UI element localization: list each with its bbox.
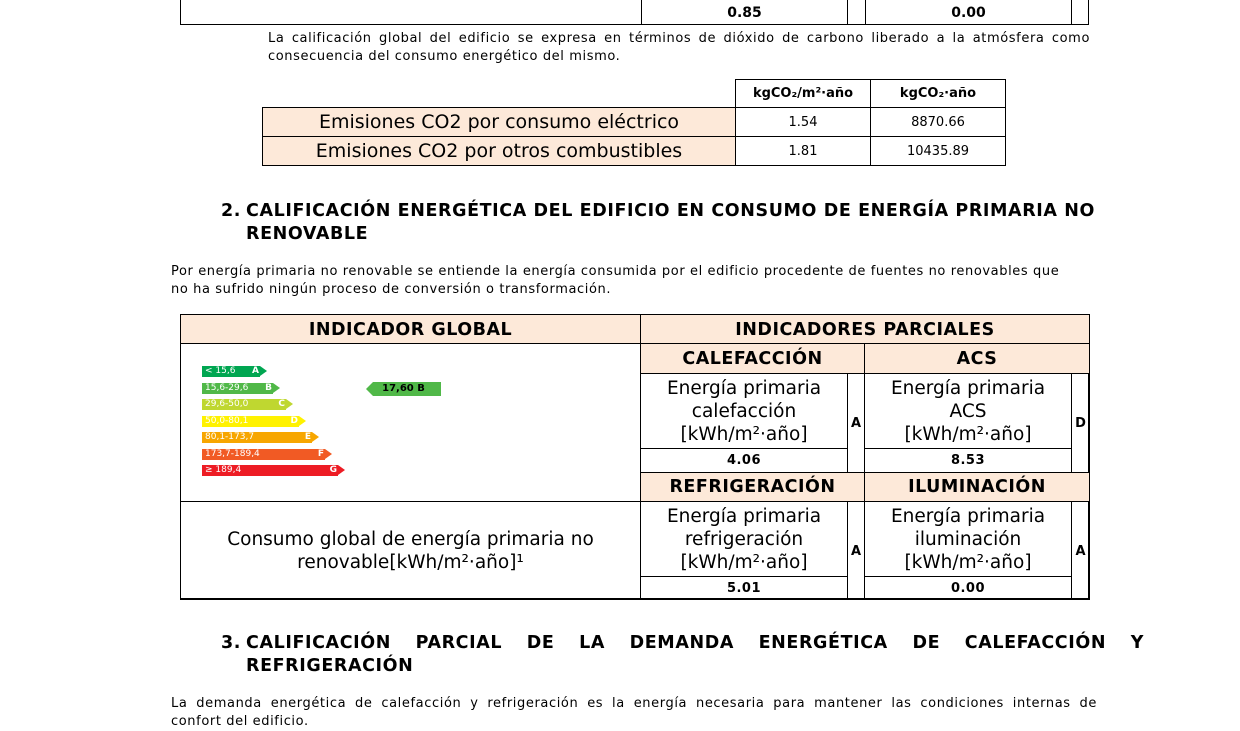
- energy-scale-bar-f: [202, 449, 325, 460]
- intro-paragraph: La calificación global del edificio se expresa en términos de dióxido de carbono liberado a la atmósfera como consecuencia del consumo energético del mismo.: [268, 31, 1090, 64]
- partial-description-line: iluminación: [914, 529, 1022, 550]
- emissions-row-total: 8870.66: [871, 108, 1006, 137]
- paragraph-line: confort del edificio.: [171, 714, 309, 729]
- energy-scale-bar-d: [202, 416, 299, 427]
- emissions-table: [262, 79, 1006, 166]
- emissions-row-label: Emisiones CO2 por otros combustibles: [263, 137, 736, 166]
- section-paragraph: [171, 263, 1111, 299]
- energy-scale-range: ≥ 189,4: [205, 465, 242, 475]
- energy-scale-letter: G: [329, 465, 337, 475]
- section-heading-line: REFRIGERACIÓN: [246, 656, 414, 676]
- energy-scale-letter: A: [252, 366, 259, 376]
- energy-scale-range: 15,6-29,6: [205, 382, 249, 393]
- partial-description-line: calefacción: [691, 401, 797, 422]
- energy-scale-range: 29,6-50,0: [205, 399, 249, 409]
- energy-scale-letter: B: [265, 382, 272, 393]
- previous-table-value: 0.00: [865, 0, 1072, 24]
- energy-scale-letter: D: [290, 415, 298, 426]
- partial-value: 0.00: [864, 576, 1072, 600]
- partial-rating-letter: A: [1071, 501, 1090, 600]
- partial-description-line: ACS: [949, 401, 987, 422]
- previous-table: [180, 0, 1089, 25]
- table-row: [263, 108, 1006, 137]
- global-caption-line: renovable[kWh/m²·año]¹: [297, 552, 524, 573]
- partial-rating-letter: A: [847, 501, 865, 600]
- global-caption-line: Consumo global de energía primaria no: [227, 529, 594, 550]
- energy-scale-bar-e: [202, 432, 312, 443]
- partial-header-acs: ACS: [864, 343, 1090, 374]
- energy-scale-box: [180, 343, 641, 502]
- global-rating-text: 17,60 B: [382, 383, 425, 394]
- emissions-row-label: Emisiones CO2 por consumo eléctrico: [263, 108, 736, 137]
- energy-scale-bar-g: [202, 465, 338, 476]
- partial-unit: [kWh/m²·año]: [904, 424, 1032, 445]
- global-caption: [180, 501, 641, 600]
- partial-value: 5.01: [640, 576, 848, 600]
- partial-description: [640, 501, 848, 577]
- partial-description-line: Energía primaria: [890, 506, 1046, 527]
- global-indicator-header: INDICADOR GLOBAL: [180, 314, 641, 344]
- section-heading-line: RENOVABLE: [246, 224, 369, 244]
- paragraph-line: Por energía primaria no renovable se entiende la energía consumida por el edificio procedente de fuentes no renovables que: [171, 264, 1060, 279]
- section-heading-line: CALIFICACIÓN ENERGÉTICA DEL EDIFICIO EN CONSUMO DE ENERGÍA PRIMARIA NO: [246, 201, 1095, 221]
- partial-rating-letter: D: [1071, 373, 1090, 473]
- energy-scale-range: 80,1-173,7: [205, 432, 255, 442]
- partial-unit: [kWh/m²·año]: [904, 552, 1032, 573]
- partial-description-line: Energía primaria: [666, 506, 822, 527]
- section-number: 2.: [221, 201, 242, 221]
- paragraph-line: no ha sufrido ningún proceso de conversión o transformación.: [171, 282, 612, 297]
- section-heading: [246, 632, 1144, 678]
- energy-scale-letter: C: [278, 399, 285, 409]
- partial-indicators-header: INDICADORES PARCIALES: [640, 314, 1090, 344]
- partial-description-line: refrigeración: [684, 529, 804, 550]
- section-number: 3.: [221, 633, 242, 653]
- energy-scale-range: 173,7-189,4: [205, 448, 260, 459]
- energy-scale-range: < 15,6: [205, 366, 236, 376]
- paragraph-line: La demanda energética de calefacción y refrigeración es la energía necesaria para mantener las condiciones internas de: [171, 696, 1097, 711]
- partial-description-line: Energía primaria: [666, 378, 822, 399]
- partial-header-calefaccion: CALEFACCIÓN: [640, 343, 865, 374]
- partial-description-line: Energía primaria: [890, 378, 1046, 399]
- energy-scale-bar-a: [202, 366, 260, 377]
- energy-scale-bar-b: [202, 383, 273, 394]
- energy-scale-bar-c: [202, 399, 286, 410]
- partial-value: 8.53: [864, 448, 1072, 473]
- partial-header-iluminacion: ILUMINACIÓN: [864, 472, 1090, 502]
- emissions-row-total: 10435.89: [871, 137, 1006, 166]
- partial-rating-letter: A: [847, 373, 865, 473]
- partial-unit: [kWh/m²·año]: [680, 552, 808, 573]
- emissions-header-per-m2: kgCO₂/m²·año: [736, 80, 871, 108]
- energy-scale-letter: E: [304, 432, 311, 442]
- partial-header-refrigeracion: REFRIGERACIÓN: [640, 472, 865, 502]
- partial-description: [864, 501, 1072, 577]
- section-heading-line: CALIFICACIÓN PARCIAL DE LA DEMANDA ENERGÉTICA DE CALEFACCIÓN Y: [246, 633, 1144, 653]
- energy-scale-range: 50,0-80,1: [205, 415, 249, 426]
- partial-value: 4.06: [640, 448, 848, 473]
- partial-description: [640, 373, 848, 449]
- emissions-row-per-m2: 1.54: [736, 108, 871, 137]
- emissions-header-total: kgCO₂·año: [871, 80, 1006, 108]
- energy-scale-letter: F: [317, 448, 324, 459]
- previous-table-value: 0.85: [641, 0, 848, 24]
- emissions-row-per-m2: 1.81: [736, 137, 871, 166]
- partial-unit: [kWh/m²·año]: [680, 424, 808, 445]
- partial-description: [864, 373, 1072, 449]
- table-row: [263, 137, 1006, 166]
- section-heading: [246, 200, 1166, 246]
- global-rating-marker: [366, 382, 441, 396]
- section-paragraph: [171, 695, 1097, 731]
- indicators-table: [180, 314, 1089, 599]
